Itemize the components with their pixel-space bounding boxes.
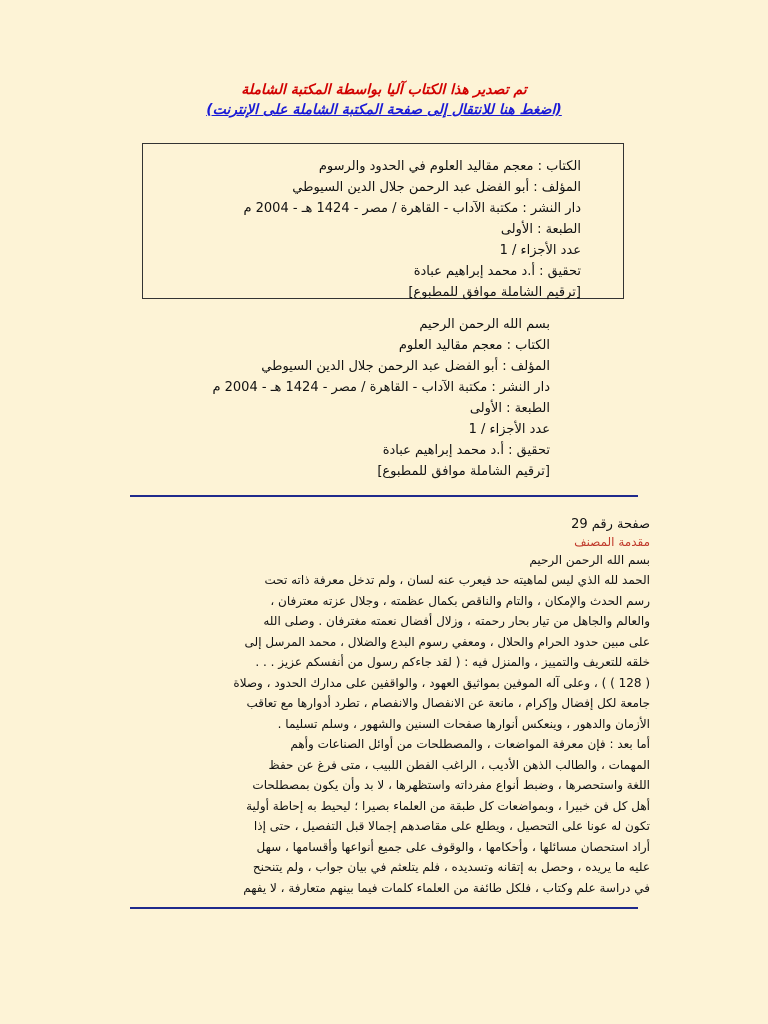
text-line: الأزمان والدهور ، وينعكس أنوارها صفحات السنين والشهور ، وسلم تسليما . <box>277 716 650 731</box>
shamela-website-link[interactable]: (اضغط هنا للانتقال إلى صفحة المكتبة الشاملة على الإنترنت) <box>206 102 562 118</box>
meta-numbering: [ترقيم الشاملة موافق للمطبوع] <box>377 464 550 479</box>
divider-top <box>130 495 638 497</box>
export-notice-title: تم تصدير هذا الكتاب آليا بواسطة المكتبة الشاملة <box>241 82 527 98</box>
text-line: في دراسة علم وكتاب ، فلكل طائفة من العلماء كلمات فيما بينهم متعارفة ، لا يفهم <box>243 880 650 895</box>
page-number: صفحة رقم 29 <box>571 517 650 532</box>
text-line: اللغة واستحصرها ، وضبط أنواع مفرداته واستظهرها ، لا بد وأن يكون بمصطلحات <box>252 778 650 792</box>
text-line: والعالم والجاهل من تيار بحار رحمته ، وزلال أفضال نعمته مغترفان . وصلى الله <box>263 614 650 628</box>
divider-bottom <box>130 907 638 909</box>
info-edition: الطبعة : الأولى <box>500 222 581 237</box>
section-heading: مقدمة المصنف <box>574 535 650 549</box>
text-line: جامعة لكل إفضال وإكرام ، مانعة عن الانفصال والانفصام ، تطرد أدوارها مع تعاقب <box>246 696 650 710</box>
meta-volumes: عدد الأجزاء / 1 <box>468 422 550 437</box>
meta-author: المؤلف : أبو الفضل عبد الرحمن جلال الدين السيوطي <box>261 359 550 374</box>
text-line: تكون له عونا على التحصيل ، ويطلع على مقاصدهم إجمالا قبل التفصيل ، حتى إذا <box>253 819 650 833</box>
info-volumes: عدد الأجزاء / 1 <box>499 243 581 258</box>
text-line: أهل كل فن خبيرا ، وبمواضعات كل طبقة من العلماء بصيرا ؛ ليحيط به إحاطة أولية <box>246 798 650 813</box>
info-publisher: دار النشر : مكتبة الآداب - القاهرة / مصر - 1424 هـ - 2004 م <box>243 201 581 216</box>
meta-basmala: بسم الله الرحمن الرحيم <box>419 317 550 332</box>
info-editor: تحقيق : أ.د محمد إبراهيم عبادة <box>413 264 581 279</box>
text-line: على مبين حدود الحرام والحلال ، ومعفي رسوم البدع والضلال ، محمد المرسل إلى <box>244 634 650 649</box>
export-header <box>0 80 768 120</box>
text-line: أراد استحصان مسائلها ، وأحكامها ، والوقوف على جميع أنواعها وأقسامها ، سهل <box>256 839 650 854</box>
page-content <box>130 516 650 898</box>
info-numbering: [ترقيم الشاملة موافق للمطبوع] <box>408 285 581 300</box>
text-line: المهمات ، والطالب الذهن الأديب ، الراغب الفطن اللبيب ، متى فرغ عن حفظ <box>268 757 650 772</box>
meta-book-title: الكتاب : معجم مقاليد العلوم <box>398 338 550 353</box>
book-meta-block <box>212 314 550 482</box>
info-book-title: الكتاب : معجم مقاليد العلوم في الحدود والرسوم <box>318 159 581 174</box>
text-line: عليه ما يريده ، وحصل به إتقانه وتسديده ، فلم يتلعثم في بيان جواب ، ولم يتنحنح <box>252 860 650 874</box>
meta-edition: الطبعة : الأولى <box>469 401 550 416</box>
text-line: ( 128 ) ) ، وعلى آله الموفين بمواثيق العهود ، والواقفين على مدارك الحدود ، وصلاة <box>233 675 650 690</box>
text-line: خلقه للتعريف والتمييز ، والمنزل فيه : ( لقد جاءكم رسول من أنفسكم عزيز . . . <box>255 655 650 669</box>
book-info-box <box>142 143 624 299</box>
text-line: أما بعد : فإن معرفة المواضعات ، والمصطلحات من أوائل الصناعات وأهم <box>290 737 650 751</box>
basmala: بسم الله الرحمن الرحيم <box>529 553 650 567</box>
text-line: رسم الحدث والإمكان ، والتام والناقص بكمال عظمته ، وجلال عزته معترفان ، <box>270 593 650 608</box>
text-line: الحمد لله الذي ليس لماهيته حد فيعرب عنه لسان ، ولم تدخل معرفة ذاته تحت <box>264 573 650 587</box>
meta-publisher: دار النشر : مكتبة الآداب - القاهرة / مصر - 1424 هـ - 2004 م <box>212 380 550 395</box>
meta-editor: تحقيق : أ.د محمد إبراهيم عبادة <box>382 443 550 458</box>
info-author: المؤلف : أبو الفضل عبد الرحمن جلال الدين السيوطي <box>292 180 581 195</box>
